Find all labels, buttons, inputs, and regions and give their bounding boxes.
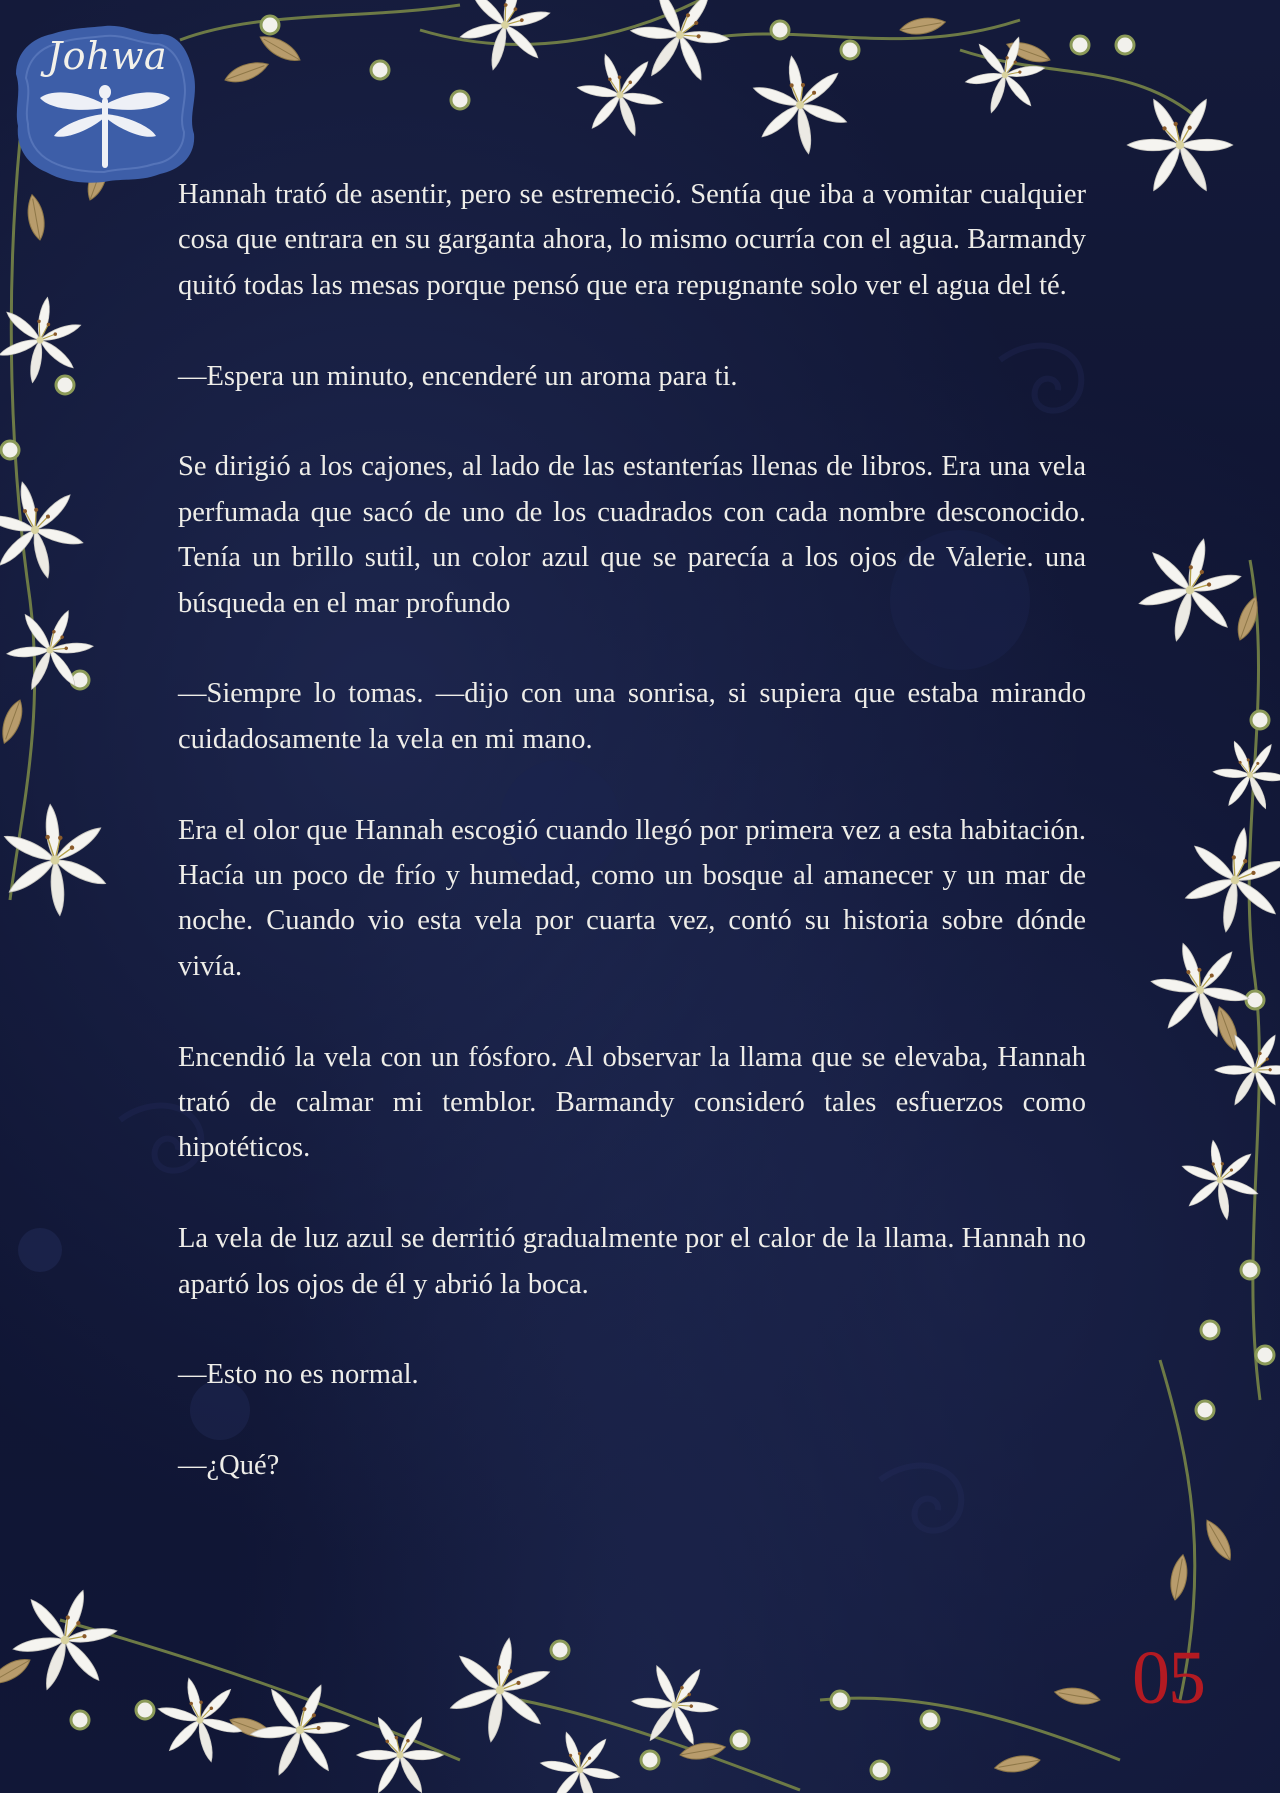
paragraph: —Espera un minuto, encenderé un aroma para ti. <box>178 360 738 392</box>
paragraph: La vela de luz azul se derritió gradualmente por el calor de la llama. Hannah no apartó los ojos de él y abrió la boca. <box>178 1223 1086 1300</box>
paragraph: —Esto no es normal. <box>178 1359 419 1391</box>
paragraph: —¿Qué? <box>178 1450 280 1482</box>
paragraph: Encendió la vela con un fósforo. Al observar la llama que se elevaba, Hannah trató de calmar mi temblor. Barmandy consideró tales esfuerzos como hipotéticos. <box>178 1041 1086 1164</box>
paragraph: Era el olor que Hannah escogió cuando llegó por primera vez a esta habitación. Hacía un poco de frío y humedad, como un bosque al amanecer y un mar de noche. Cuando vio esta vela por cuarta vez, contó su historia sobre dónde vivía. <box>178 814 1086 982</box>
logo-text: Johwa <box>46 34 168 78</box>
paragraph: Se dirigió a los cajones, al lado de las estanterías llenas de libros. Era una vela perfumada que sacó de uno de los cuadrados con cada nombre desconocido. Tenía un brillo sutil, un color azul que se parecía a los ojos de Valerie. una búsqueda en el mar profundo <box>178 451 1086 619</box>
paragraph: Hannah trató de asentir, pero se estremeció. Sentía que iba a vomitar cualquier cosa que entrara en su garganta ahora, lo mismo ocurría con el agua. Barmandy quitó todas las mesas porque pensó que era repugnante solo ver el agua del té. <box>178 179 1086 301</box>
story-text <box>178 172 1086 1489</box>
page-number: 05 <box>1132 1636 1204 1720</box>
paragraph: —Siempre lo tomas. —dijo con una sonrisa, si supiera que estaba mirando cuidadosamente la vela en mi mano. <box>178 678 1086 755</box>
